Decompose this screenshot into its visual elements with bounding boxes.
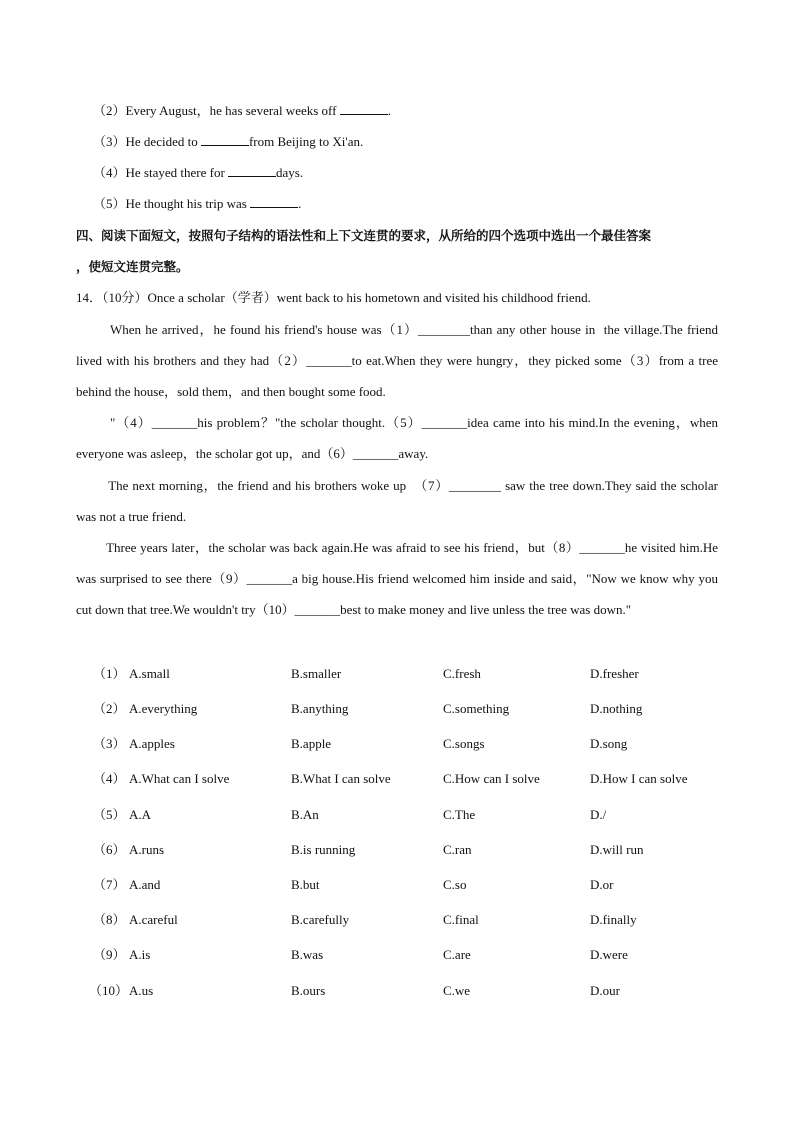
options-row-1: [93, 664, 733, 684]
option-a[interactable]: A.and: [129, 877, 161, 892]
option-b[interactable]: B.An: [291, 807, 319, 822]
options-row-10: [89, 981, 733, 1001]
option-a[interactable]: A.runs: [129, 842, 165, 857]
option-number: （6）: [93, 842, 126, 857]
option-b[interactable]: B.What I can solve: [291, 771, 391, 786]
option-c[interactable]: C.The: [443, 807, 476, 822]
option-d[interactable]: D.fresher: [590, 666, 639, 681]
question-14-intro: 14．（10分）Once a scholar（学者）went back to his hometown and visited his childhood friend.: [76, 290, 591, 305]
option-a[interactable]: A.What can I solve: [129, 771, 230, 786]
option-d[interactable]: D.or: [590, 877, 614, 892]
answer-blank[interactable]: [250, 194, 298, 208]
option-a[interactable]: A.us: [129, 983, 154, 998]
option-c[interactable]: C.are: [443, 947, 471, 962]
option-d[interactable]: D.How I can solve: [590, 771, 688, 786]
option-number: （10）: [89, 983, 129, 998]
option-a[interactable]: A.everything: [129, 701, 198, 716]
option-number: （2）: [93, 701, 126, 716]
option-a[interactable]: A.small: [129, 666, 170, 681]
answer-blank[interactable]: [201, 132, 249, 146]
option-number: （4）: [93, 771, 126, 786]
options-row-6: [93, 840, 733, 860]
option-d[interactable]: D./: [590, 807, 607, 822]
option-d[interactable]: D.will run: [590, 842, 644, 857]
option-b[interactable]: B.apple: [291, 736, 332, 751]
option-d[interactable]: D.nothing: [590, 701, 643, 716]
option-b[interactable]: B.ours: [291, 983, 326, 998]
option-d[interactable]: D.were: [590, 947, 628, 962]
option-c[interactable]: C.How can I solve: [443, 771, 540, 786]
passage-paragraph-4: Three years later，the scholar was back again.He was afraid to see his friend，but（8）_______he visited him.He was surprised to see there（9）_______a big house.His friend welcomed him inside and said，"Now we know why you cut down that tree.We wouldn't try（10）_______best to make money and live unless the tree was down.": [76, 540, 722, 617]
option-a[interactable]: A.A: [129, 807, 152, 822]
option-b[interactable]: B.anything: [291, 701, 349, 716]
option-c[interactable]: C.final: [443, 912, 479, 927]
option-c[interactable]: C.songs: [443, 736, 485, 751]
options-row-9: [93, 945, 733, 965]
passage-paragraph-1: When he arrived，he found his friend's house was（1）________than any other house in the village.The friend lived with his brothers and they had（2）_______to eat.When they were hungry，they picked some（3）from a tree behind the house，sold them，and then bought some food.: [76, 322, 722, 399]
option-c[interactable]: C.fresh: [443, 666, 481, 681]
option-b[interactable]: B.was: [291, 947, 324, 962]
option-number: （5）: [93, 807, 126, 822]
option-d[interactable]: D.finally: [590, 912, 637, 927]
passage-paragraph-2: "（4）_______his problem？"the scholar thought.（5）_______idea came into his mind.In the evening，when everyone was asleep，the scholar got up，and（6）_______away.: [76, 415, 722, 461]
question-5: （5）He thought his trip was .: [93, 196, 302, 211]
option-number: （3）: [93, 736, 126, 751]
option-a[interactable]: A.apples: [129, 736, 175, 751]
option-number: （9）: [93, 947, 126, 962]
options-row-5: [93, 805, 733, 825]
option-b[interactable]: B.is running: [291, 842, 356, 857]
question-4: （4）He stayed there for days.: [93, 165, 304, 180]
passage-paragraph-3: The next morning，the friend and his brothers woke up （7）________ saw the tree down.They said the scholar was not a true friend.: [76, 478, 722, 524]
answer-blank[interactable]: [340, 101, 388, 115]
option-d[interactable]: D.our: [590, 983, 620, 998]
question-2: （2）Every August，he has several weeks off .: [93, 103, 391, 118]
option-b[interactable]: B.smaller: [291, 666, 342, 681]
option-a[interactable]: A.careful: [129, 912, 178, 927]
option-d[interactable]: D.song: [590, 736, 628, 751]
options-row-2: [93, 699, 733, 719]
options-row-7: [93, 875, 733, 895]
section-title-line-2: ，使短文连贯完整。: [76, 259, 189, 274]
option-number: （8）: [93, 912, 126, 927]
option-b[interactable]: B.carefully: [291, 912, 350, 927]
section-title-line-1: 四、阅读下面短文，按照句子结构的语法性和上下文连贯的要求，从所给的四个选项中选出一个最佳答案: [76, 228, 652, 243]
option-c[interactable]: C.something: [443, 701, 510, 716]
option-c[interactable]: C.so: [443, 877, 467, 892]
question-3: （3）He decided to from Beijing to Xi'an.: [93, 134, 364, 149]
answer-blank[interactable]: [228, 163, 276, 177]
option-a[interactable]: A.is: [129, 947, 151, 962]
option-c[interactable]: C.ran: [443, 842, 472, 857]
options-row-3: [93, 734, 733, 754]
option-c[interactable]: C.we: [443, 983, 471, 998]
options-row-4: [93, 769, 733, 789]
option-b[interactable]: B.but: [291, 877, 320, 892]
options-row-8: [93, 910, 733, 930]
option-number: （7）: [93, 877, 126, 892]
option-number: （1）: [93, 666, 126, 681]
